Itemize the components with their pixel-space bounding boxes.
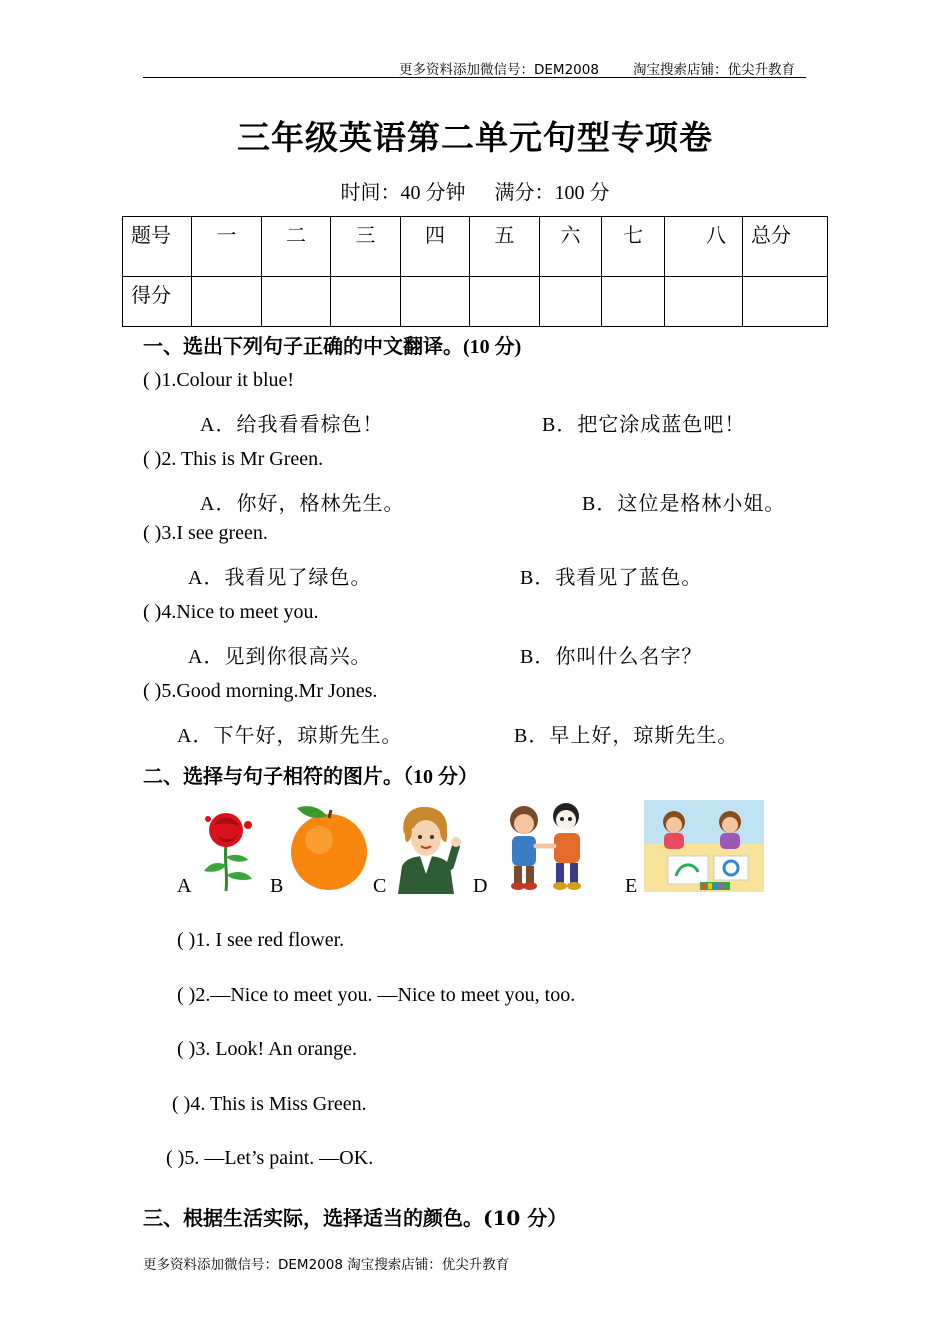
score-cell[interactable]	[192, 277, 262, 327]
score-cell-total[interactable]	[743, 277, 828, 327]
s1-question-4: ( )4.Nice to meet you.	[143, 601, 319, 623]
two-kids-greeting-icon	[494, 800, 602, 892]
score-header-8: 八	[665, 217, 743, 277]
score-header-4: 四	[401, 217, 470, 277]
score-cell[interactable]	[602, 277, 665, 327]
section3-heading: 三、根据生活实际，选择适当的颜色。(10 分）	[143, 1206, 568, 1230]
score-header-6: 六	[540, 217, 602, 277]
kids-painting-icon	[644, 800, 764, 892]
s2-question-1: ( )1. I see red flower.	[177, 929, 345, 951]
score-row-label: 得分	[123, 277, 192, 327]
score-cell[interactable]	[540, 277, 602, 327]
s1-q4-option-a[interactable]: A．见到你很高兴。	[188, 646, 372, 668]
picture-label-d: D	[473, 875, 488, 897]
s1-question-1: ( )1.Colour it blue!	[143, 369, 295, 391]
score-header-5: 五	[470, 217, 540, 277]
score-header-total: 总分	[743, 217, 828, 277]
section1-title: 一、选出下列句子正确的中文翻译。	[143, 334, 463, 358]
s1-q4-option-b[interactable]: B．你叫什么名字？	[520, 646, 703, 668]
exam-info	[0, 176, 950, 205]
score-cell[interactable]	[665, 277, 743, 327]
score-header-label: 题号	[123, 217, 192, 277]
s1-q1-option-a[interactable]: A．给我看看棕色！	[200, 414, 384, 436]
score-cell[interactable]	[470, 277, 540, 327]
section2-heading	[143, 760, 478, 789]
section2-title: 二、选择与句子相符的图片。（	[143, 764, 413, 788]
exam-time: 时间：40 分钟	[340, 182, 466, 204]
picture-label-a: A	[177, 875, 192, 897]
score-cell[interactable]	[262, 277, 331, 327]
s1-q1-option-b[interactable]: B．把它涂成蓝色吧！	[542, 414, 746, 436]
picture-e	[644, 800, 764, 892]
score-cell[interactable]	[331, 277, 401, 327]
s1-q5-option-a[interactable]: A．下午好，琼斯先生。	[177, 725, 403, 747]
picture-a	[196, 805, 262, 893]
picture-label-c: C	[373, 875, 387, 897]
s1-q5-option-b[interactable]: B．早上好，琼斯先生。	[514, 725, 739, 747]
s1-question-3: ( )3.I see green.	[143, 522, 268, 544]
footer-note: 更多资料添加微信号：DEM2008 淘宝搜索店铺：优尖升教育	[143, 1257, 510, 1273]
section2-title-end: ）	[458, 764, 478, 788]
picture-label-e: E	[625, 875, 638, 897]
s2-question-2: ( )2.—Nice to meet you. —Nice to meet you, too.	[177, 984, 576, 1006]
s2-question-3: ( )3. Look! An orange.	[177, 1038, 357, 1060]
s1-question-2: ( )2. This is Mr Green.	[143, 448, 324, 470]
red-rose-icon	[196, 805, 262, 893]
s2-question-4: ( )4. This is Miss Green.	[172, 1093, 367, 1115]
picture-label-b: B	[270, 875, 284, 897]
s1-q3-option-a[interactable]: A．我看见了绿色。	[188, 567, 372, 589]
picture-c	[392, 804, 462, 894]
teacher-waving-icon	[392, 804, 462, 894]
s1-q2-option-b[interactable]: B．这位是格林小姐。	[582, 493, 786, 515]
score-table	[122, 216, 828, 327]
section1-points: (10 分)	[463, 336, 522, 358]
picture-d	[494, 800, 602, 892]
picture-b	[289, 800, 369, 892]
score-cell[interactable]	[401, 277, 470, 327]
header-wechat: 更多资料添加微信号：DEM2008	[399, 62, 599, 78]
header-divider	[143, 77, 806, 78]
score-header-2: 二	[262, 217, 331, 277]
header-shop: 淘宝搜索店铺：优尖升教育	[633, 62, 795, 78]
s1-q3-option-b[interactable]: B．我看见了蓝色。	[520, 567, 703, 589]
exam-full-score: 满分：100 分	[494, 182, 610, 204]
orange-fruit-icon	[289, 800, 369, 892]
score-header-3: 三	[331, 217, 401, 277]
s1-q2-option-a[interactable]: A．你好，格林先生。	[200, 493, 405, 515]
s1-question-5: ( )5.Good morning.Mr Jones.	[143, 680, 378, 702]
s2-question-5: ( )5. —Let’s paint. —OK.	[166, 1147, 374, 1169]
section2-points: 10 分	[413, 766, 458, 788]
page-title: 三年级英语第二单元句型专项卷	[237, 118, 713, 157]
section1-heading	[143, 330, 521, 359]
score-header-1: 一	[192, 217, 262, 277]
score-header-7: 七	[602, 217, 665, 277]
